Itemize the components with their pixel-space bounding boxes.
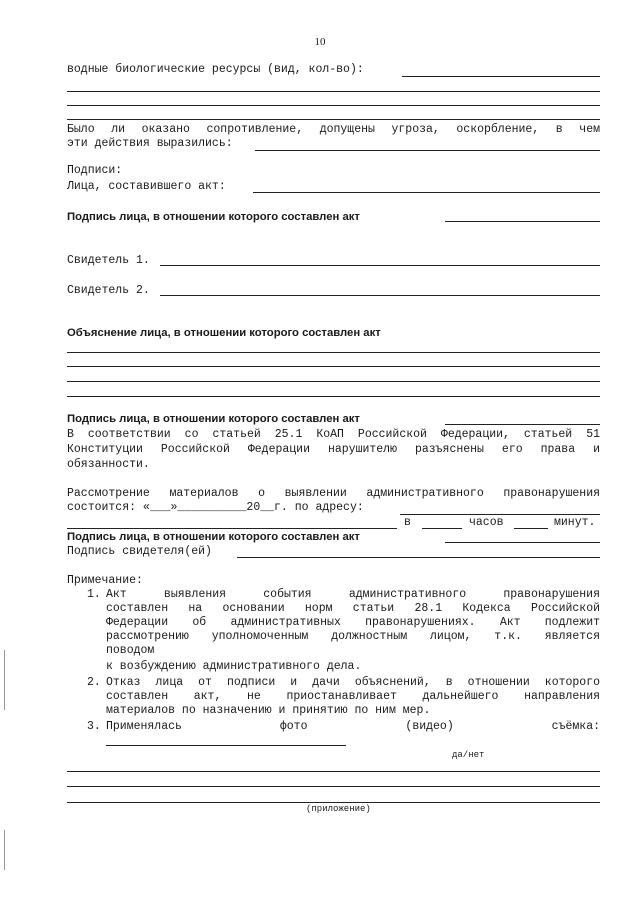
review-address-field-2[interactable] — [67, 528, 397, 529]
witness-2-field[interactable] — [160, 295, 600, 296]
explanation-line-1[interactable] — [67, 352, 600, 353]
scan-margin-mark — [4, 830, 5, 870]
note-2-line-3: материалов по назначению и принятию по ним мер. — [106, 704, 431, 717]
note-1-number: 1. — [87, 588, 101, 601]
subject-signature-field-3[interactable] — [445, 542, 600, 543]
signatures-label: Подписи: — [67, 164, 123, 177]
subject-signature-field-2[interactable] — [445, 424, 600, 425]
yes-no-caption: да/нет — [452, 750, 485, 760]
review-in-label: в — [404, 516, 411, 529]
witness-1-field[interactable] — [160, 265, 600, 266]
resistance-question-line-2: эти действия выразились: — [67, 137, 233, 150]
explanation-line-4[interactable] — [67, 396, 600, 397]
explanation-line-3[interactable] — [67, 381, 600, 382]
review-date-label: состоится: «___»__________20__г. по адресу: — [67, 501, 364, 514]
review-hours-label: часов — [469, 516, 504, 529]
attachment-line-3[interactable] — [67, 802, 600, 803]
bio-resources-line-3[interactable] — [67, 105, 600, 106]
rights-text-line-2: Конституции Российской Федерации нарушителю разъяснены его права и — [67, 443, 600, 456]
note-3-number: 3. — [87, 720, 101, 733]
witness-signature-label: Подпись свидетеля(ей) — [67, 545, 212, 558]
note-1-line-4: рассмотрению уполномоченным должностным лицом, т.к. является — [106, 630, 600, 643]
attachment-line-2[interactable] — [67, 786, 600, 787]
compiler-signature-label: Лица, составившего акт: — [67, 180, 226, 193]
note-1-line-3: Федерации об административных правонарушениях. Акт подлежит — [106, 616, 600, 629]
note-1-line-1: Акт выявления события административного правонарушения — [106, 588, 600, 601]
note-2-line-2: составлен акт, не приостанавливает дальнейшего направления — [106, 690, 600, 703]
note-label: Примечание: — [67, 574, 143, 587]
note-2-line-1: Отказ лица от подписи и дачи объяснений, в отношении которого — [106, 676, 600, 689]
review-hours-field[interactable] — [422, 528, 462, 529]
review-minutes-field[interactable] — [514, 528, 548, 529]
scan-margin-mark — [4, 650, 5, 710]
explanation-line-2[interactable] — [67, 366, 600, 367]
explanation-label: Объяснение лица, в отношении которого составлен акт — [67, 327, 381, 339]
attachment-caption: (приложение) — [306, 804, 371, 814]
bio-resources-line-4[interactable] — [67, 119, 600, 120]
note-1-line-2: составлен на основании норм статьи 28.1 Кодекса Российской — [106, 602, 600, 615]
witness-signature-field[interactable] — [237, 557, 600, 558]
compiler-signature-field[interactable] — [253, 192, 600, 193]
review-text-line-1: Рассмотрение материалов о выявлении административного правонарушения — [67, 487, 600, 500]
page-number: 10 — [314, 36, 326, 48]
subject-signature-label-3: Подпись лица, в отношении которого составлен акт — [67, 531, 360, 543]
rights-text-line-3: обязанности. — [67, 458, 150, 471]
bio-resources-field[interactable] — [402, 76, 600, 77]
resistance-field[interactable] — [255, 150, 600, 151]
bio-resources-label: водные биологические ресурсы (вид, кол-во): — [67, 63, 364, 76]
subject-signature-label-2: Подпись лица, в отношении которого составлен акт — [67, 413, 360, 425]
note-3-line-1: Применялась фото (видео) съёмка: — [106, 720, 600, 733]
note-1-line-5: поводом — [106, 644, 155, 657]
resistance-question-line-1: Было ли оказано сопротивление, допущены угроза, оскорбление, в чем — [67, 123, 600, 136]
subject-signature-field[interactable] — [445, 221, 600, 222]
note-1-line-6: к возбуждению административного дела. — [106, 660, 362, 673]
photo-video-yes-no-field[interactable] — [106, 745, 346, 746]
review-minutes-label: минут. — [554, 516, 596, 529]
attachment-line-1[interactable] — [67, 771, 600, 772]
subject-signature-label: Подпись лица, в отношении которого составлен акт — [67, 211, 360, 223]
review-address-field[interactable] — [400, 514, 600, 515]
note-2-number: 2. — [87, 676, 101, 689]
witness-1-label: Свидетель 1. — [67, 254, 150, 267]
witness-2-label: Свидетель 2. — [67, 284, 150, 297]
rights-text-line-1: В соответствии со статьей 25.1 КоАП Российской Федерации, статьей 51 — [67, 428, 600, 441]
bio-resources-line-2[interactable] — [67, 91, 600, 92]
